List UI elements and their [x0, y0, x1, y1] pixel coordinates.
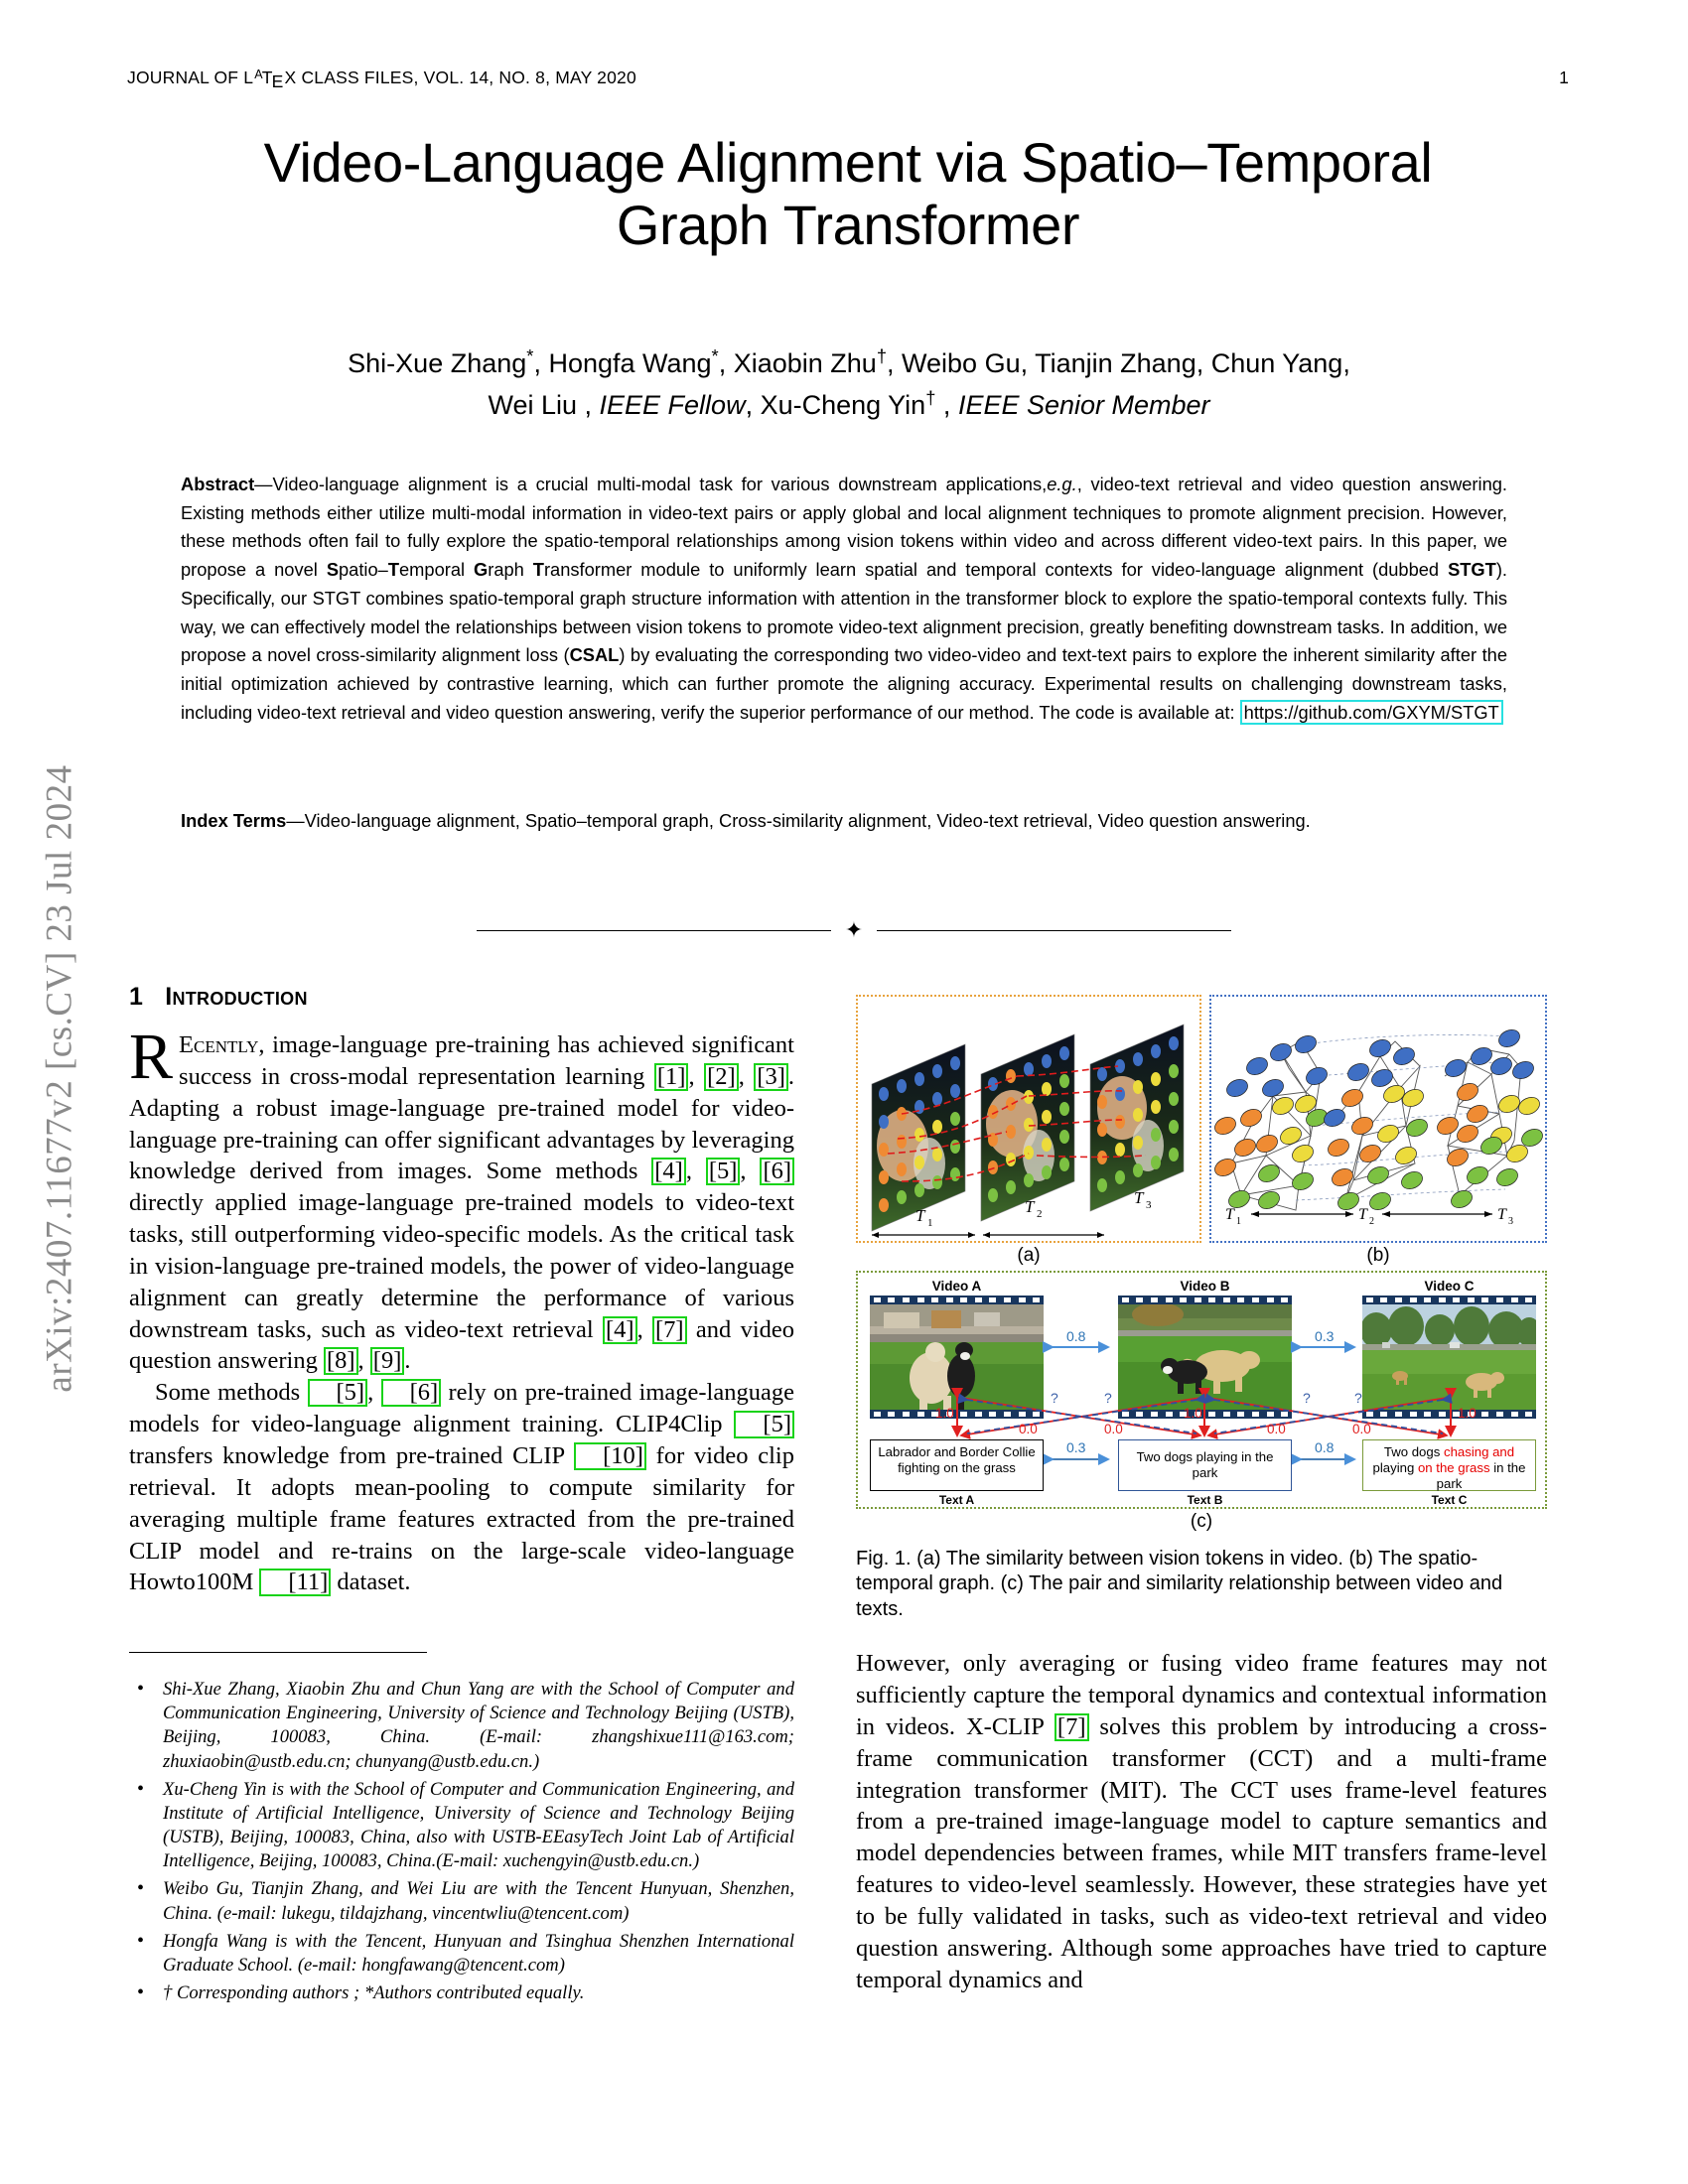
question-mark-4: ? [1354, 1390, 1362, 1406]
citation-ref[interactable]: [7] [1055, 1713, 1089, 1741]
abstract-text: patio– [339, 559, 388, 581]
figure-panel-a [856, 995, 1201, 1243]
intro-text: . [404, 1347, 411, 1375]
intro-text: rely on pre-trained image-language models for video-language alignment training. CLIP4Clip [129, 1379, 794, 1438]
text-a-label: Text A [938, 1493, 975, 1507]
intro-text: and video question answering [129, 1315, 794, 1375]
citation-ref[interactable]: [4] [651, 1158, 686, 1185]
text-c-box [1362, 1439, 1536, 1491]
cross-score-3: 0.0 [1267, 1422, 1286, 1436]
text-c-label: Text C [1431, 1493, 1468, 1507]
video-sim-bc: 0.3 [1315, 1328, 1335, 1344]
author-marker: * [711, 345, 719, 366]
intro-text: directly applied image-language pre-trained models to video-text tasks, still outperforming video-specific models. As the critical task in vision-language pre-trained models, the power of video-language alignment can greatly determine the performance of various downstream tasks, such as video-text retrieval [129, 1189, 794, 1343]
svg-text:2: 2 [1037, 1208, 1043, 1220]
svg-text:3: 3 [1146, 1199, 1152, 1211]
svg-text:T: T [915, 1206, 925, 1225]
author-list [179, 342, 1519, 425]
text-sim-bc: 0.8 [1315, 1439, 1335, 1455]
video-b-label: Video B [1180, 1279, 1230, 1294]
journal-suffix: CLASS FILES, VOL. 14, NO. 8, MAY 2020 [296, 68, 636, 87]
intro-text: dataset. [331, 1569, 411, 1596]
video-c-label: Video C [1424, 1279, 1475, 1294]
intro-text: , [357, 1347, 370, 1375]
video-a-label: Video A [931, 1279, 982, 1294]
list-item: • Shi-Xue Zhang, Xiaobin Zhu and Chun Yang are with the School of Computer and Communication Engineering, University of Science and Technology Beijing (USTB), Beijing, 100083, China. (E-mail: zhangshixue111@163.com; zhuxiaobin@ustb.edu.cn; chunyang@ustb.edu.cn.) [129, 1678, 794, 1774]
figure-caption: Fig. 1. (a) The similarity between vision tokens in video. (b) The spatio-temporal graph. (c) The pair and similarity relationship between video and texts. [856, 1548, 1503, 1620]
figure-row-ab [856, 995, 1547, 1267]
svg-text:1: 1 [1236, 1216, 1241, 1227]
author-membership: IEEE Senior Member [957, 389, 1210, 420]
running-head-left [127, 68, 636, 91]
abstract-text: Video-language alignment is a crucial multi-modal task for various downstream applications, [272, 474, 1048, 494]
text-a-box: Labrador and Border Collie fighting on the grass [870, 1439, 1044, 1491]
panel-a-label: (a) [1017, 1245, 1041, 1266]
title-line-2: Graph Transformer [616, 194, 1080, 257]
intro-text: , [685, 1158, 706, 1185]
page-number: 1 [1559, 68, 1569, 87]
abstract-text: raph [488, 559, 533, 581]
author-marker: † [876, 345, 888, 366]
text-c-highlight-2: on the grass [1417, 1460, 1490, 1476]
author-name: , Hongfa Wang [533, 348, 712, 378]
latex-t: T [261, 68, 273, 87]
cross-score-1: 0.0 [1019, 1422, 1038, 1436]
author-sep: , [935, 389, 958, 420]
citation-ref[interactable]: [7] [652, 1316, 687, 1344]
section-number: 1 [129, 983, 144, 1011]
intro-text: for video clip retrieval. It adopts mean-pooling to compute similarity for averaging multiple frame features extracted from the pre-trained CLIP model and re-trains on the large-scale video-language Howto100M [129, 1441, 794, 1596]
abstract-bold-stgt: STGT [1448, 559, 1496, 581]
abstract [181, 471, 1507, 727]
page-title [127, 131, 1569, 257]
abstract-text: , video-text retrieval and video question answering. Existing methods either utilize multi-modal information in video-text pairs or apply global and local alignment techniques to promote alignment precision. However, these methods often fail to fully explore the spatio-temporal relationships among vision tokens within video and across different video-text pairs. In this paper, we propose a novel [181, 474, 1507, 581]
right-text: solves this problem by introducing a cross-frame communication transformer (CCT) and a multi-frame integration transformer (MIT). The CCT uses frame-level features from a pre-trained image-language model to capture semantics and model dependencies between frames, while MIT transfers frame-level features to video-level seamlessly. However, these strategies have yet to be fully validated in tasks, such as video-text retrieval and video question answering. Although some approaches have tried to capture temporal dynamics and [856, 1712, 1547, 1993]
index-terms-label: Index Terms [181, 810, 287, 831]
svg-text:T: T [1225, 1206, 1234, 1223]
intro-text: , [740, 1158, 761, 1185]
section-separator [477, 918, 1231, 942]
right-column-paragraph-1 [856, 1648, 1547, 1995]
title-line-1: Video-Language Alignment via Spatio–Temporal [263, 131, 1433, 194]
svg-text:3: 3 [1508, 1216, 1513, 1227]
latex-e: E [271, 71, 284, 91]
author-name: , Xiaobin Zhu [718, 348, 877, 378]
svg-text:T: T [1358, 1206, 1367, 1223]
list-item: • Xu-Cheng Yin is with the School of Computer and Communication Engineering, and Institute of Artificial Intelligence, University of Science and Technology Beijing (USTB), Beijing, 100083, China, also with USTB-EEasyTech Joint Lab of Artificial Intelligence, Beijing, 100083, China.(E-mail: xuchengyin@ustb.edu.cn.) [129, 1778, 794, 1874]
intro-text: , [636, 1315, 652, 1343]
pair-score-b: 1.0 [1184, 1406, 1202, 1421]
latex-logo [243, 68, 297, 91]
abstract-bold-t: T [387, 559, 399, 581]
figure-panel-b [1209, 995, 1547, 1243]
citation-ref[interactable]: [5] [706, 1158, 741, 1185]
figure-panel-b-wrap [1209, 995, 1547, 1267]
question-mark-1: ? [1051, 1390, 1058, 1406]
index-terms [181, 807, 1507, 836]
abstract-bold-csal: CSAL [569, 644, 620, 666]
author-marker: * [526, 345, 534, 366]
index-terms-dash: — [286, 810, 305, 831]
svg-text:1: 1 [927, 1217, 933, 1229]
author-line-1 [179, 342, 1519, 384]
separator-line-left [477, 930, 831, 931]
intro-text: Some methods [155, 1379, 308, 1407]
citation-ref[interactable]: [4] [603, 1316, 637, 1344]
panel-a-graphic [858, 997, 1199, 1241]
section-heading-introduction [129, 983, 794, 1012]
text-c-mid: playing [1372, 1460, 1418, 1476]
abstract-eg: e.g. [1047, 474, 1077, 494]
citation-ref[interactable]: [5] [308, 1379, 368, 1407]
author-name: , Xu-Cheng Yin [745, 389, 926, 420]
text-c-post: in the park [1436, 1460, 1526, 1492]
text-c-highlight-1: chasing and [1443, 1444, 1515, 1459]
author-name: Shi-Xue Zhang [348, 348, 527, 378]
text-c-pre: Two dogs [1383, 1444, 1444, 1459]
citation-ref[interactable]: [10] [574, 1442, 646, 1470]
affiliation-list [129, 1678, 794, 2005]
abstract-text: ). Specifically, our STGT combines spatio-temporal graph structure information with attention in the transformer block to explore the spatio-temporal contexts fully. This way, we can effectively model the relationships between vision tokens to promote video-text alignment precision, greatly benefiting downstream tasks. In addition, we propose a novel cross-similarity alignment loss ( [181, 559, 1507, 666]
text-sim-ab: 0.3 [1066, 1439, 1086, 1455]
latex-l: L [243, 68, 254, 87]
left-column [129, 983, 794, 1598]
diamond-icon: ✦ [844, 917, 864, 942]
citation-ref[interactable]: [11] [259, 1569, 331, 1596]
author-affiliations [129, 1678, 794, 2009]
panel-b-label: (b) [1366, 1245, 1390, 1266]
citation-ref[interactable]: [2] [704, 1063, 739, 1091]
cross-score-2: 0.0 [1104, 1422, 1123, 1436]
intro-smallcaps: Ecently [179, 1031, 259, 1058]
figure-panel-a-wrap [856, 995, 1201, 1267]
intro-text: , image-language pre-training has achieved significant success in cross-modal representation learning [179, 1031, 794, 1090]
abstract-text: emporal [399, 559, 475, 581]
intro-paragraph-1 [129, 1021, 795, 1377]
figure-panel-c [856, 1271, 1547, 1509]
svg-text:T: T [1134, 1188, 1144, 1207]
intro-paragraph-2 [129, 1377, 794, 1598]
drop-cap: R [129, 1021, 174, 1093]
journal-prefix: JOURNAL OF [127, 68, 244, 87]
text-b-box: Two dogs playing in the park [1118, 1439, 1292, 1491]
pair-score-c: 1.0 [1458, 1406, 1477, 1421]
panel-b-graphic [1211, 997, 1545, 1241]
pair-score-a: 1.0 [935, 1406, 954, 1421]
index-terms-text: Video-language alignment, Spatio–temporal graph, Cross-similarity alignment, Video-text retrieval, Video question answering. [304, 810, 1311, 831]
intro-text: , [367, 1379, 381, 1407]
list-item: • Weibo Gu, Tianjin Zhang, and Wei Liu are with the Tencent Hunyuan, Shenzhen, China. (e-mail: lukegu, tildajzhang, vincentwliu@tencent.com) [129, 1877, 794, 1925]
abstract-label: Abstract [181, 474, 255, 494]
author-marker: † [925, 386, 936, 408]
citation-ref[interactable]: [6] [381, 1379, 442, 1407]
latex-a: A [254, 68, 263, 81]
right-text: However, only averaging or fusing video frame features may not sufficiently capture the temporal dynamics and contextual information in videos. X-CLIP [856, 1650, 1547, 1740]
question-mark-3: ? [1303, 1390, 1311, 1406]
intro-text: , [688, 1062, 705, 1090]
footnote-rule [129, 1652, 427, 1653]
citation-ref[interactable]: [5] [734, 1411, 794, 1438]
svg-text:T: T [1025, 1197, 1035, 1216]
author-name: Wei Liu , [488, 389, 600, 420]
separator-line-right [877, 930, 1231, 931]
citation-ref[interactable]: [3] [754, 1063, 788, 1091]
running-head [127, 68, 1569, 91]
text-b-label: Text B [1187, 1493, 1223, 1507]
video-sim-ab: 0.8 [1066, 1328, 1086, 1344]
latex-x: X [284, 68, 297, 87]
author-membership: IEEE Fellow [599, 389, 746, 420]
abstract-bold-s: S [326, 559, 340, 581]
intro-text: transfers knowledge from pre-trained CLIP [129, 1441, 575, 1469]
figure-1 [856, 995, 1547, 1995]
question-mark-2: ? [1104, 1390, 1112, 1406]
abstract-bold-tr: T [532, 559, 544, 581]
list-item: • Hongfa Wang is with the Tencent, Hunyuan and Tsinghua Shenzhen International Graduate School. (e-mail: hongfawang@tencent.com) [129, 1930, 794, 1978]
citation-ref[interactable]: [6] [760, 1158, 794, 1185]
abstract-text: ransformer module to uniformly learn spatial and temporal contexts for video-language alignment (dubbed [543, 559, 1449, 581]
code-link[interactable]: https://github.com/GXYM/STGT [1240, 700, 1503, 725]
cross-score-4: 0.0 [1352, 1422, 1371, 1436]
citation-ref[interactable]: [9] [370, 1347, 405, 1375]
abstract-text: ) by evaluating the corresponding two video-video and text-text pairs to explore the inherent similarity after the initial optimization achieved by contrastive learning, which can further promote the aligning accuracy. Experimental results on challenging downstream tasks, including video-text retrieval and video question answering, verify the superior performance of our method. The code is available at: [181, 644, 1507, 723]
svg-text:T: T [1497, 1206, 1506, 1223]
intro-text: . Adapting a robust image-language pre-trained model for video-language pre-training can offer significant advantages by leveraging knowledge derived from images. Some methods [129, 1062, 795, 1185]
citation-ref[interactable]: [1] [654, 1063, 689, 1091]
author-line-2 [179, 384, 1519, 426]
intro-text: , [738, 1062, 755, 1090]
panel-c-label: (c) [1190, 1511, 1213, 1532]
list-item: • † Corresponding authors ; *Authors contributed equally. [129, 1981, 794, 2005]
citation-ref[interactable]: [8] [324, 1347, 358, 1375]
abstract-bold-g: G [474, 559, 489, 581]
arxiv-stamp: arXiv:2407.11677v2 [cs.CV] 23 Jul 2024 [39, 764, 80, 1393]
section-title: Introduction [165, 983, 308, 1011]
author-name: , Weibo Gu, Tianjin Zhang, Chun Yang, [887, 348, 1350, 378]
svg-text:2: 2 [1369, 1216, 1374, 1227]
abstract-dash: — [254, 474, 273, 494]
